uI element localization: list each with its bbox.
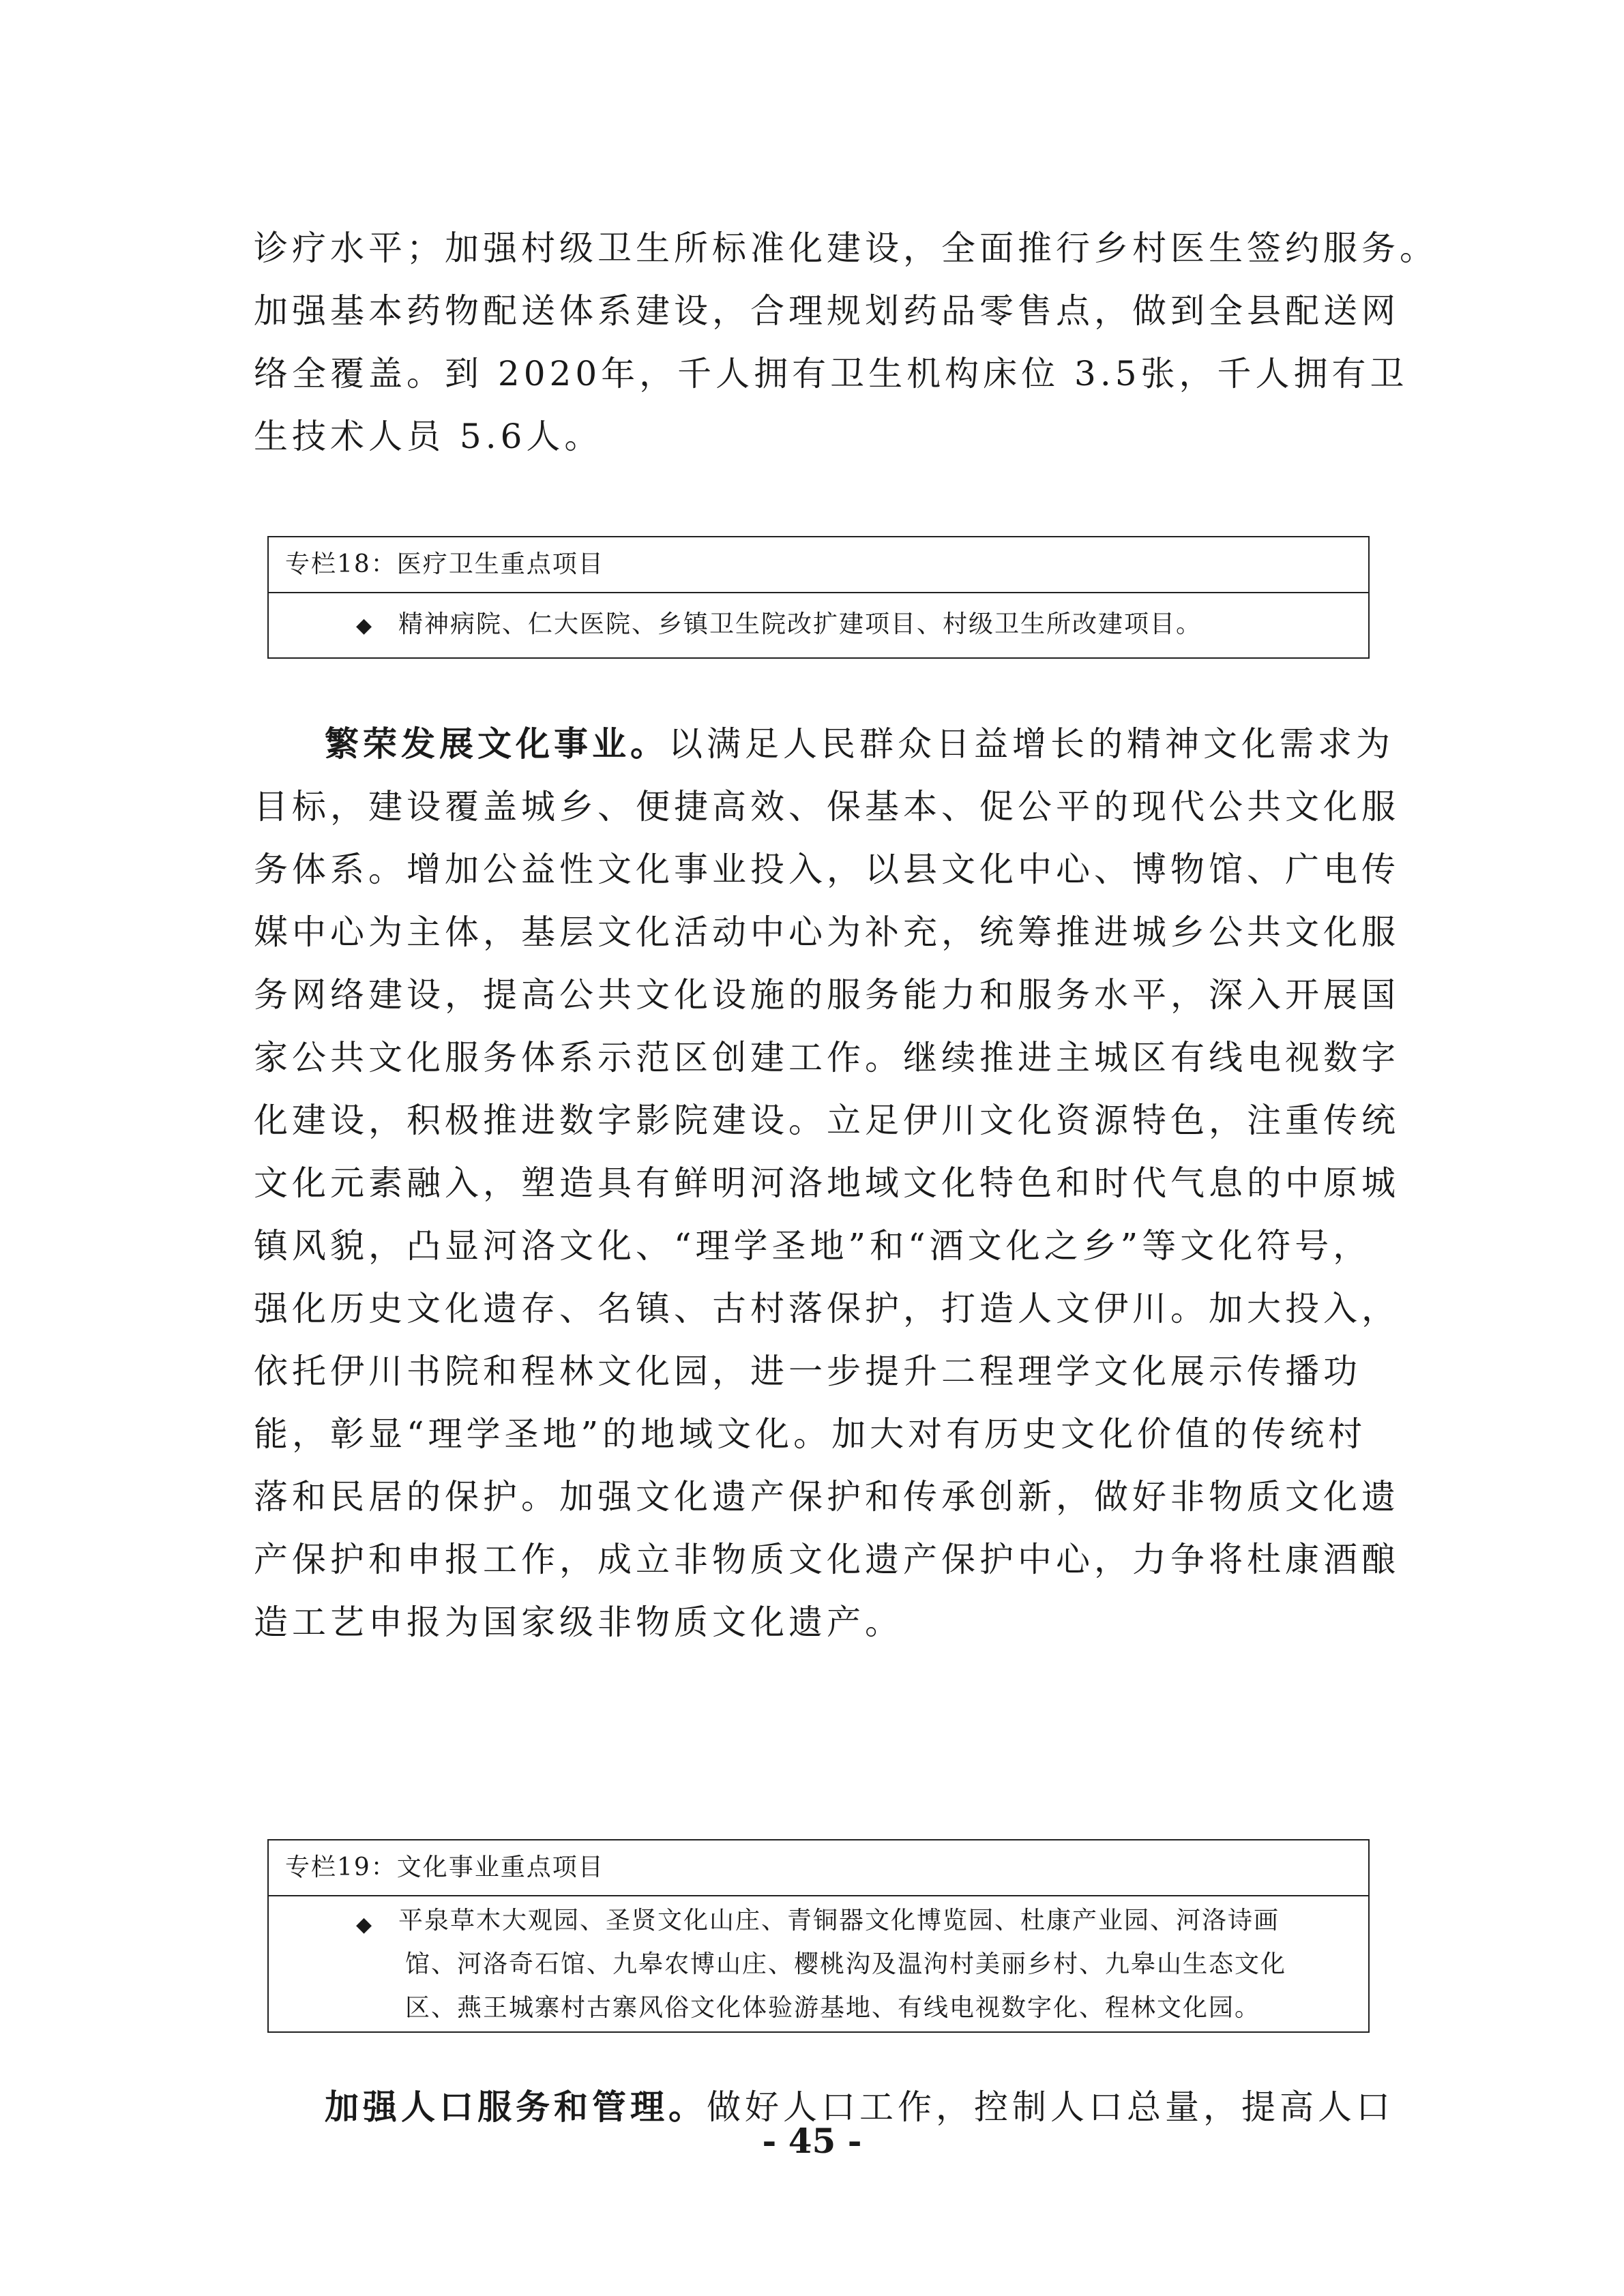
text-line: 化建设，积极推进数字影院建设。立足伊川文化资源特色，注重传统 (254, 1101, 1400, 1140)
box-title: 专栏19：文化事业重点项目 (269, 1840, 1368, 1896)
text-line: 务网络建设，提高公共文化设施的服务能力和服务水平，深入开展国 (254, 975, 1400, 1015)
intro-paragraph (254, 217, 1438, 468)
column-box-19 (267, 1839, 1370, 2033)
text-run: 以满足人民群众日益增长的精神文化需求为 (668, 724, 1394, 764)
text-line: 文化元素融入，塑造具有鲜明河洛地域文化特色和时代气息的中原城 (254, 1163, 1400, 1203)
text-line: 目标，建设覆盖城乡、便捷高效、保基本、促公平的现代公共文化服 (254, 787, 1400, 826)
text-line: 落和民居的保护。加强文化遗产保护和传承创新，做好非物质文化遗 (254, 1477, 1400, 1517)
box-line: 馆、河洛奇石馆、九皋农博山庄、樱桃沟及温泃村美丽乡村、九皋山生态文化 (405, 1950, 1287, 1978)
text-line (254, 713, 1394, 775)
text-line: 生技术人员 5.6人。 (254, 417, 603, 456)
column-box-18 (267, 536, 1370, 659)
section-heading: 加强人口服务和管理。 (325, 2087, 707, 2127)
text-line: 强化历史文化遗存、名镇、古村落保护，打造人文伊川。加大投入， (254, 1289, 1400, 1328)
page-number: - 45 - (762, 2121, 862, 2161)
text-line: 造工艺申报为国家级非物质文化遗产。 (254, 1602, 903, 1642)
text-line: 务体系。增加公益性文化事业投入，以县文化中心、博物馆、广电传 (254, 850, 1400, 889)
box-body (269, 1896, 1368, 2031)
text-line: 诊疗水平；加强村级卫生所标准化建设，全面推行乡村医生签约服务。 (254, 228, 1438, 268)
box-line: 平泉草木大观园、圣贤文化山庄、青铜器文化博览园、杜康产业园、河洛诗画 (398, 1907, 1280, 1935)
section-heading: 繁荣发展文化事业。 (325, 724, 668, 764)
text-line: 媒中心为主体，基层文化活动中心为补充，统筹推进城乡公共文化服 (254, 912, 1400, 952)
text-line: 依托伊川书院和程林文化园，进一步提升二程理学文化展示传播功 (254, 1352, 1361, 1391)
box-body (269, 593, 1368, 657)
box-line: 精神病院、仁大医院、乡镇卫生院改扩建项目、村级卫生所改建项目。 (398, 610, 1202, 638)
box-line: 区、燕王城寨村古寨风俗文化体验游基地、有线电视数字化、程林文化园。 (405, 1994, 1261, 2022)
text-line: 能，彰显“理学圣地”的地域文化。加大对有历史文化价值的传统村 (254, 1414, 1367, 1454)
box-title: 专栏18：医疗卫生重点项目 (269, 537, 1368, 593)
text-run: 做好人口工作，控制人口总量，提高人口 (707, 2087, 1394, 2127)
diamond-bullet-icon: ◆ (356, 1913, 374, 1937)
diamond-bullet-icon: ◆ (356, 614, 374, 638)
text-line: 络全覆盖。到 2020年，千人拥有卫生机构床位 3.5张，千人拥有卫 (254, 354, 1408, 393)
text-line: 加强基本药物配送体系建设，合理规划药品零售点，做到全县配送网 (254, 291, 1400, 331)
box-text-block (398, 1899, 1287, 2030)
text-line: 产保护和申报工作，成立非物质文化遗产保护中心，力争将杜康酒酿 (254, 1540, 1400, 1579)
text-line: 家公共文化服务体系示范区创建工作。继续推进主城区有线电视数字 (254, 1038, 1400, 1077)
culture-paragraph (254, 713, 1400, 1654)
text-line: 镇风貌，凸显河洛文化、“理学圣地”和“酒文化之乡”等文化符号， (254, 1226, 1372, 1266)
